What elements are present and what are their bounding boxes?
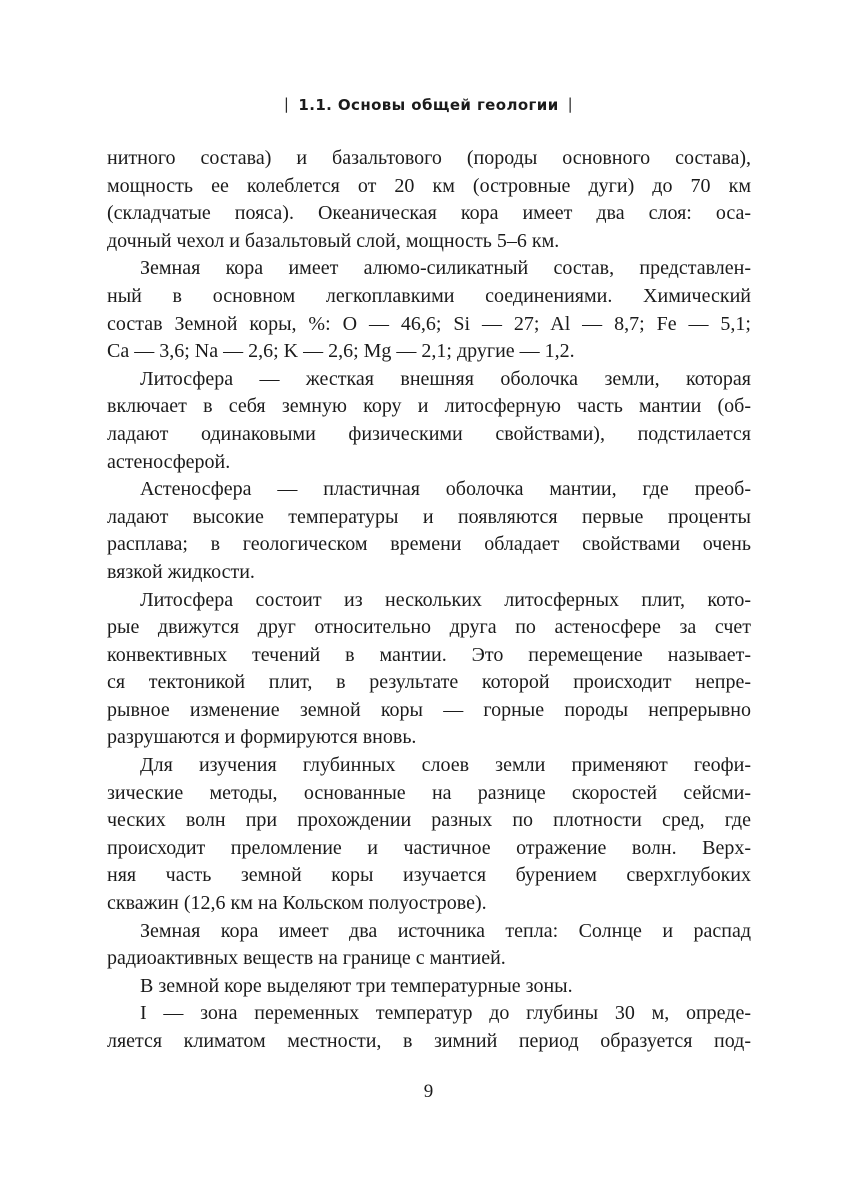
text-line: разрушаются и формируются вновь. (107, 726, 417, 749)
text-line: зические методы, основанные на разнице скоростей сейсми- (107, 781, 751, 804)
text-line: астеносферой. (107, 450, 231, 473)
paragraph (107, 366, 751, 476)
text-line: рывное изменение земной коры — горные породы непрерывно (107, 698, 751, 721)
text-line: Земная кора имеет алюмо-силикатный состав, представлен- (140, 257, 751, 280)
text-line: Литосфера состоит из нескольких литосферных плит, кото- (140, 588, 751, 611)
text-line: радиоактивных веществ на границе с мантией. (107, 947, 506, 970)
text-line: ладают высокие температуры и появляются первые проценты (107, 505, 751, 528)
text-line: Ca — 3,6; Na — 2,6; K — 2,6; Mg — 2,1; другие — 1,2. (107, 340, 575, 363)
text-line: дочный чехол и базальтовый слой, мощность 5–6 км. (107, 229, 560, 252)
paragraph (107, 918, 751, 973)
text-line: вязкой жидкости. (107, 560, 255, 583)
text-line: конвективных течений в мантии. Это перемещение называет- (107, 643, 751, 666)
text-line: Земная кора имеет два источника тепла: Солнце и распад (140, 919, 751, 942)
header-title: 1.1. Основы общей геологии (298, 96, 559, 114)
paragraph (107, 587, 751, 753)
text-line: Астеносфера — пластичная оболочка мантии, где преоб- (140, 478, 751, 501)
text-line: ляется климатом местности, в зимний период образуется под- (107, 1030, 751, 1052)
paragraph (107, 752, 751, 918)
text-line: няя часть земной коры изучается бурением сверхглубоких (107, 864, 751, 887)
text-line: мощность ее колеблется от 20 км (островные дуги) до 70 км (107, 174, 751, 197)
text-line: происходит преломление и частичное отражение волн. Верх- (107, 836, 751, 859)
paragraph (107, 1000, 751, 1055)
paragraph (107, 476, 751, 586)
paragraph (107, 145, 751, 255)
text-line: рые движутся друг относительно друга по астеносфере за счет (107, 616, 751, 639)
header-left-bar: | (283, 95, 290, 113)
text-line: расплава; в геологическом времени обладает свойствами очень (107, 533, 751, 556)
body-text (107, 145, 751, 1056)
text-line: скважин (12,6 км на Кольском полуострове). (107, 892, 487, 915)
text-line: Литосфера — жесткая внешняя оболочка земли, которая (140, 367, 751, 390)
text-line: включает в себя земную кору и литосферную часть мантии (об- (107, 395, 751, 418)
running-header (0, 95, 857, 115)
text-line: ладают одинаковыми физическими свойствами), подстилается (107, 422, 751, 445)
text-line: нитного состава) и базальтового (породы основного состава), (107, 147, 751, 169)
text-line: ный в основном легкоплавкими соединениями. Химический (107, 284, 751, 307)
text-line: I — зона переменных температур до глубины 30 м, опреде- (140, 1002, 751, 1025)
text-line: ческих волн при прохождении разных по плотности сред, где (107, 809, 751, 832)
text-line: (складчатые пояса). Океаническая кора имеет два слоя: оса- (107, 202, 751, 225)
text-line: ся тектоникой плит, в результате которой происходит непре- (107, 671, 751, 694)
text-line: Для изучения глубинных слоев земли применяют геофи- (140, 754, 751, 777)
text-line: состав Земной коры, %: O — 46,6; Si — 27; Al — 8,7; Fe — 5,1; (107, 312, 751, 335)
paragraph (107, 255, 751, 365)
paragraph (107, 973, 751, 1001)
header-right-bar: | (567, 95, 574, 113)
page-number: 9 (423, 1081, 434, 1102)
text-line: В земной коре выделяют три температурные зоны. (140, 974, 573, 997)
